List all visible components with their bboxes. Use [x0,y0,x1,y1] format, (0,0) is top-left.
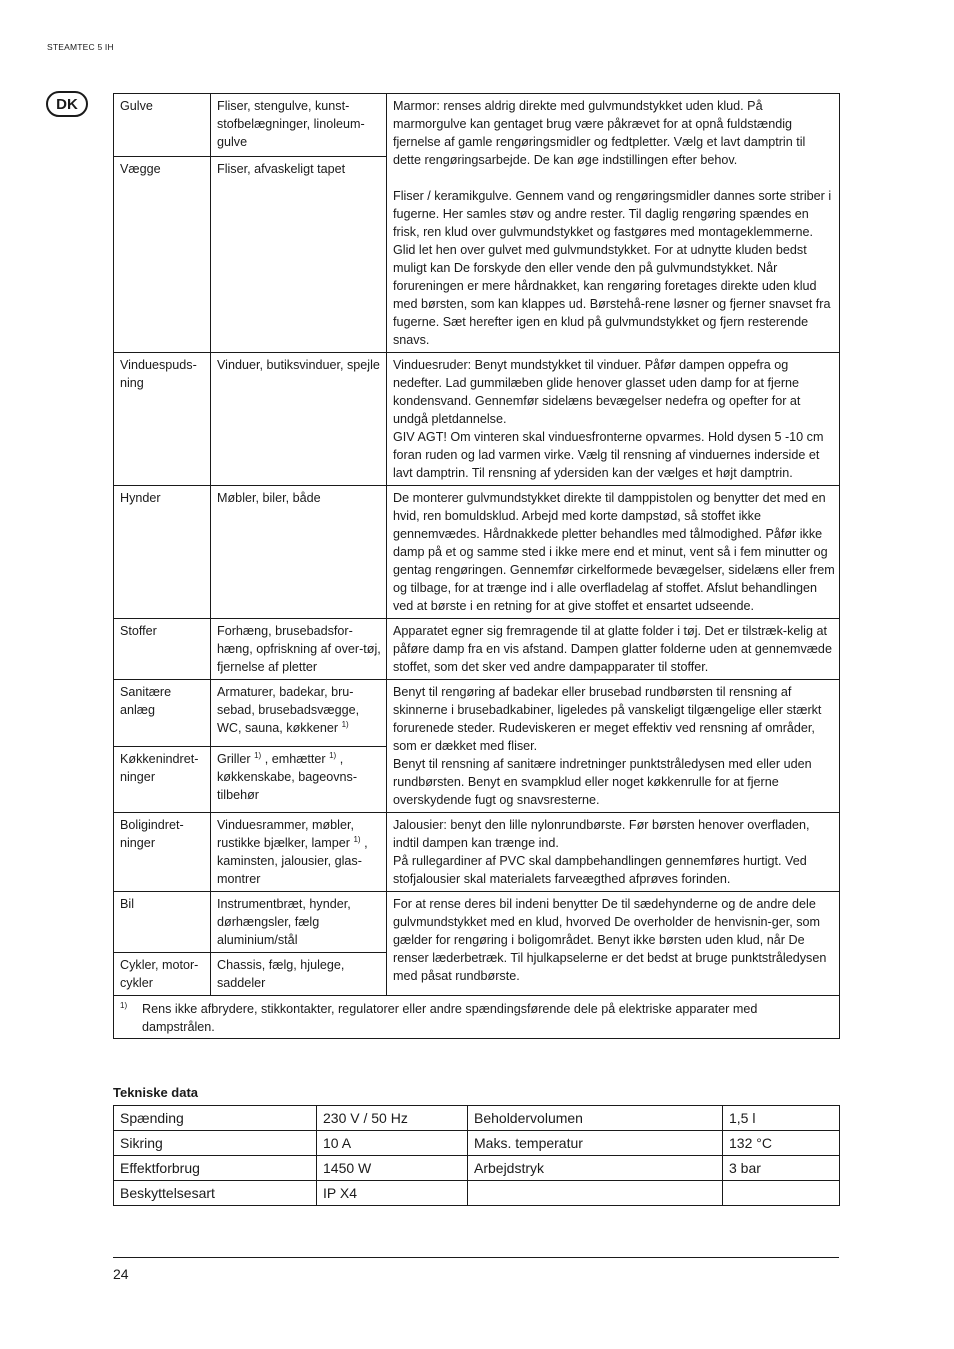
spec-label: Beholdervolumen [468,1106,723,1131]
note-paragraph: På rullegardiner af PVC skal dampbehandlingen gennemføres hurtigt. Ved stofjalousier skal materialets farveægthed afprøves forinden. [393,854,807,886]
spec-label: Arbejdstryk [468,1156,723,1181]
items-cell: Vinduer, butiksvinduer, spejle [211,353,387,486]
items-cell: Instrumentbræt, hynder, dørhængsler, fælg aluminium/stål [211,892,387,953]
table-row [114,619,840,680]
table-row [114,486,840,619]
items-cell: Forhæng, brusebadsfor-hæng, opfriskning af over-tøj, fjernelse af pletter [211,619,387,680]
area-cell: Vinduespuds-ning [114,353,211,486]
items-text: , emhætter [264,751,326,766]
spec-value: 1,5 l [723,1106,840,1131]
note-paragraph: Marmor: renses aldrig direkte med gulvmundstykket uden klud. På marmorgulve kan gentaget brug være påkrævet for at opnå fuldstændig fjernelse af gamle rengøringsmidler og fedtpletter. Vælg et lavt damptrin til dette rengøringsarbejde. De kan øge indstillingen efter behov. [393,99,806,167]
tech-data-table [113,1105,840,1206]
model-name: STEAMTEC 5 IH [47,42,114,52]
notes-cell [387,94,840,353]
spec-label [468,1181,723,1206]
items-text: , kaminsten, jalousier, glas-montrer [217,836,368,886]
note-paragraph: Jalousier: benyt den lille nylonrundbørste. Før børsten henover overfladen, indtil dampen kan trænge ind. [393,818,810,850]
area-cell: Gulve [114,94,211,157]
items-text: Vinduesrammer, møbler, rustikke bjælker, lamper [217,818,354,850]
spec-value [723,1181,840,1206]
table-row [114,680,840,747]
items-cell: Møbler, biler, både [211,486,387,619]
note-paragraph: Vinduesruder: Benyt mundstykket til vinduer. Påfør dampen oppefra og nedefter. Lad gummilæben glide henover glasset uden damp for at fjerne kondensvand. Gennemfør sidelæns bevægelser nedefra og opefter for at undgå pletdannelse. [393,358,801,426]
table-row [114,1131,840,1156]
footnote [114,996,840,1039]
items-cell [211,813,387,892]
notes-cell: De monterer gulvmundstykket direkte til damppistolen og benytter det med en hvid, ren bomuldsklud. Arbejd med korte dampstød, så stoffet ikke gennemvædes. Hårdnakkede pletter behandles med tålmodighed. Påfør ikke damp på et og samme sted i ikke mere end et minut, vent så i fem minutter og gentag rengøringen. Gennemfør cirkelformede bevægelser, sidelæns eller frem og tilbage, for at trænge ind i alle overfladelag af stoffet. Afslut behandlingen ved at børste i en retning for at give stoffet et ensartet udseende. [387,486,840,619]
notes-cell [387,813,840,892]
spec-value: 3 bar [723,1156,840,1181]
footnote-ref: 1) [254,750,262,760]
area-cell: Stoffer [114,619,211,680]
items-text: , køkkenskabe, bageovns-tilbehør [217,751,358,802]
cleaning-table [113,93,840,1039]
notes-cell [387,353,840,486]
tech-data-title: Tekniske data [113,1085,199,1100]
items-cell: Fliser, afvaskeligt tapet [211,157,387,353]
spec-value: 132 °C [723,1131,840,1156]
spec-value: 10 A [317,1131,468,1156]
spec-label: Sikring [114,1131,317,1156]
language-badge: DK [46,91,88,117]
footnote-mark: 1) [120,1001,128,1010]
table-row [114,1156,840,1181]
spec-label: Effektforbrug [114,1156,317,1181]
notes-cell: For at rense deres bil indeni benytter De til sædehynderne og de andre dele gulvmundstykket med en klud, hvorved De overholder de henvisnin-ger, som gælder for rengøring i boligområdet. Benyt ikke børsten uden klud, når De renser læderbetræk. Til hjulkapselerne er det bedst at bruge punktstråledysen med påsat rundbørste. [387,892,840,996]
table-row [114,1106,840,1131]
footer-divider [113,1257,839,1258]
table-row [114,94,840,157]
table-row [114,813,840,892]
page-number: 24 [113,1266,129,1282]
spec-value: 230 V / 50 Hz [317,1106,468,1131]
area-cell: Sanitære anlæg [114,680,211,747]
note-paragraph: Benyt til rensning af sanitære indretninger punktstråledysen med eller uden rundbørsten. Benyt en svampklud eller noget køkkenrulle for at fjerne overskydende fugt og snavsresterne. [393,757,812,807]
footnote-ref: 1) [329,750,337,760]
area-cell: Cykler, motor-cykler [114,953,211,996]
table-row [114,892,840,953]
spec-label: Maks. temperatur [468,1131,723,1156]
area-cell: Køkkenindret-ninger [114,746,211,813]
items-text: Griller [217,751,251,766]
items-text: Armaturer, badekar, bru-sebad, brusebadsvægge, WC, sauna, køkkener [217,685,360,735]
items-cell [211,746,387,813]
notes-cell [387,680,840,813]
note-paragraph: GIV AGT! Om vinteren skal vinduesfronterne opvarmes. Hold dysen 5 -10 cm foran ruden og lad varmen virke. Vælg til rensning af vinduernes inderside et lavt damptrin. Til rensning af ydersiden kan der vælges et højt damptrin. [393,430,824,480]
area-cell: Bil [114,892,211,953]
area-cell: Boligindret-ninger [114,813,211,892]
items-cell [211,680,387,747]
footnote-ref: 1) [341,719,349,729]
table-row [114,353,840,486]
note-paragraph: Fliser / keramikgulve. Gennem vand og rengøringsmidler dannes sorte striber i fugerne. Her samles støv og andre rester. Til daglig rengøring spændes en frisk, ren klud over gulvmundstykket og fastgøres med montageklemmerne. Glid let hen over gulvet med gulvmundstykket. For at udnytte kluden bedst muligt kan De forskyde den eller vende den på gulvmundstykket. Når forureningen er mere hårdnakket, kan rengøring foretages direkte uden klud med børsten, som kan klappes ud. Børstehå-rene løsner og fjerner snavset fra fugerne. Sæt herefter igen en klud på gulvmundstykket og fjern resterende snavs. [393,189,832,347]
items-cell: Fliser, stengulve, kunst-stofbelægninger, linoleum-gulve [211,94,387,157]
note-paragraph: Benyt til rengøring af badekar eller brusebad rundbørsten til rensning af skinnerne i brusebadkabiner, ligeledes på vanskeligt tilgængelige eller stærkt forurenede steder. Rudeviskeren er meget effektiv ved rensning af områder, som er dækket med fliser. [393,685,822,753]
area-cell: Hynder [114,486,211,619]
spec-value: 1450 W [317,1156,468,1181]
spec-value: IP X4 [317,1181,468,1206]
items-cell: Chassis, fælg, hjulege, saddeler [211,953,387,996]
footnote-row [114,996,840,1039]
footnote-ref: 1) [353,834,361,844]
notes-cell: Apparatet egner sig fremragende til at glatte folder i tøj. Det er tilstræk-kelig at påføre damp fra en vis afstand. Dampen glatter folderne uden at gennemvæde stoffet, som det sker ved andre dampapparater til stoffer. [387,619,840,680]
spec-label: Beskyttelsesart [114,1181,317,1206]
footnote-text: Rens ikke afbrydere, stikkontakter, regulatorer eller andre spændingsførende dele på elektriske apparater med dampstrålen. [142,1002,758,1034]
area-cell: Vægge [114,157,211,353]
table-row [114,1181,840,1206]
spec-label: Spænding [114,1106,317,1131]
